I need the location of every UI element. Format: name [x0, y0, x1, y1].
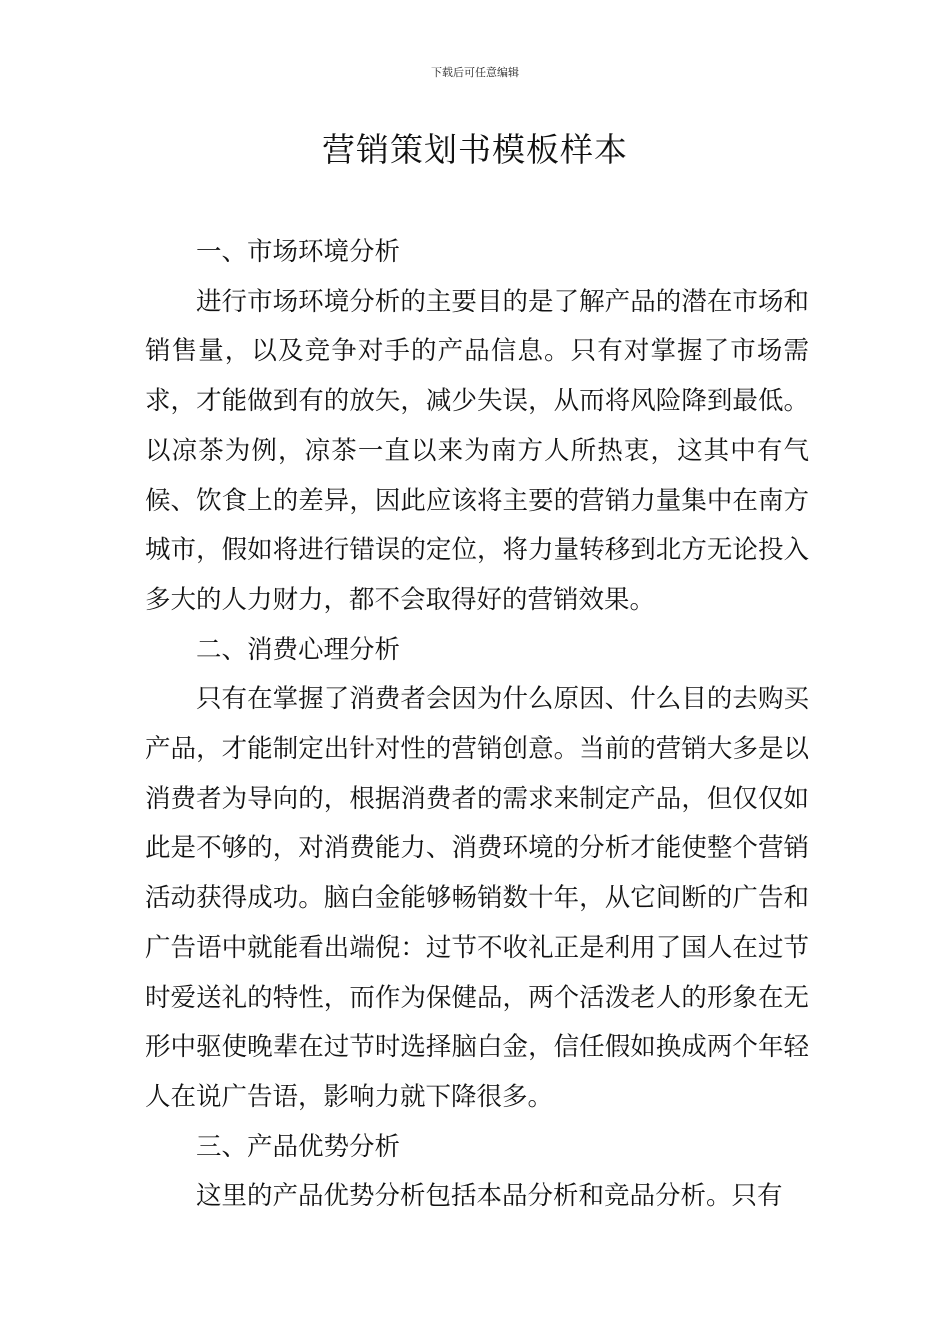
section-heading-product: 三、产品优势分析 [196, 1131, 401, 1162]
header-note: 下载后可任意编辑 [431, 66, 519, 79]
paragraph-product: 这里的产品优势分析包括本品分析和竞品分析。只有 [196, 1181, 783, 1212]
document-body [145, 228, 809, 1222]
paragraph-market: 进行市场环境分析的主要目的是了解产品的潜在市场和销售量，以及竞争对手的产品信息。只有对掌握了市场需求，才能做到有的放矢，减少失误，从而将风险降到最低。以凉茶为例，凉茶一直以来为南方人所热衷，这其中有气候、饮食上的差异，因此应该将主要的营销力量集中在南方城市，假如将进行错误的定位，将力量转移到北方无论投入多大的人力财力，都不会取得好的营销效果。 [145, 286, 809, 615]
paragraph-consumer: 只有在掌握了消费者会因为什么原因、什么目的去购买产品，才能制定出针对性的营销创意。当前的营销大多是以消费者为导向的，根据消费者的需求来制定产品，但仅仅如此是不够的，对消费能力、消费环境的分析才能使整个营销活动获得成功。脑白金能够畅销数十年，从它间断的广告和广告语中就能看出端倪：过节不收礼正是利用了国人在过节时爱送礼的特性，而作为保健品，两个活泼老人的形象在无形中驱使晚辈在过节时选择脑白金，信任假如换成两个年轻人在说广告语，影响力就下降很多。 [145, 684, 809, 1112]
section-heading-consumer: 二、消费心理分析 [196, 634, 401, 665]
document-title: 营销策划书模板样本 [322, 130, 628, 169]
section-heading-market: 一、市场环境分析 [196, 237, 401, 267]
